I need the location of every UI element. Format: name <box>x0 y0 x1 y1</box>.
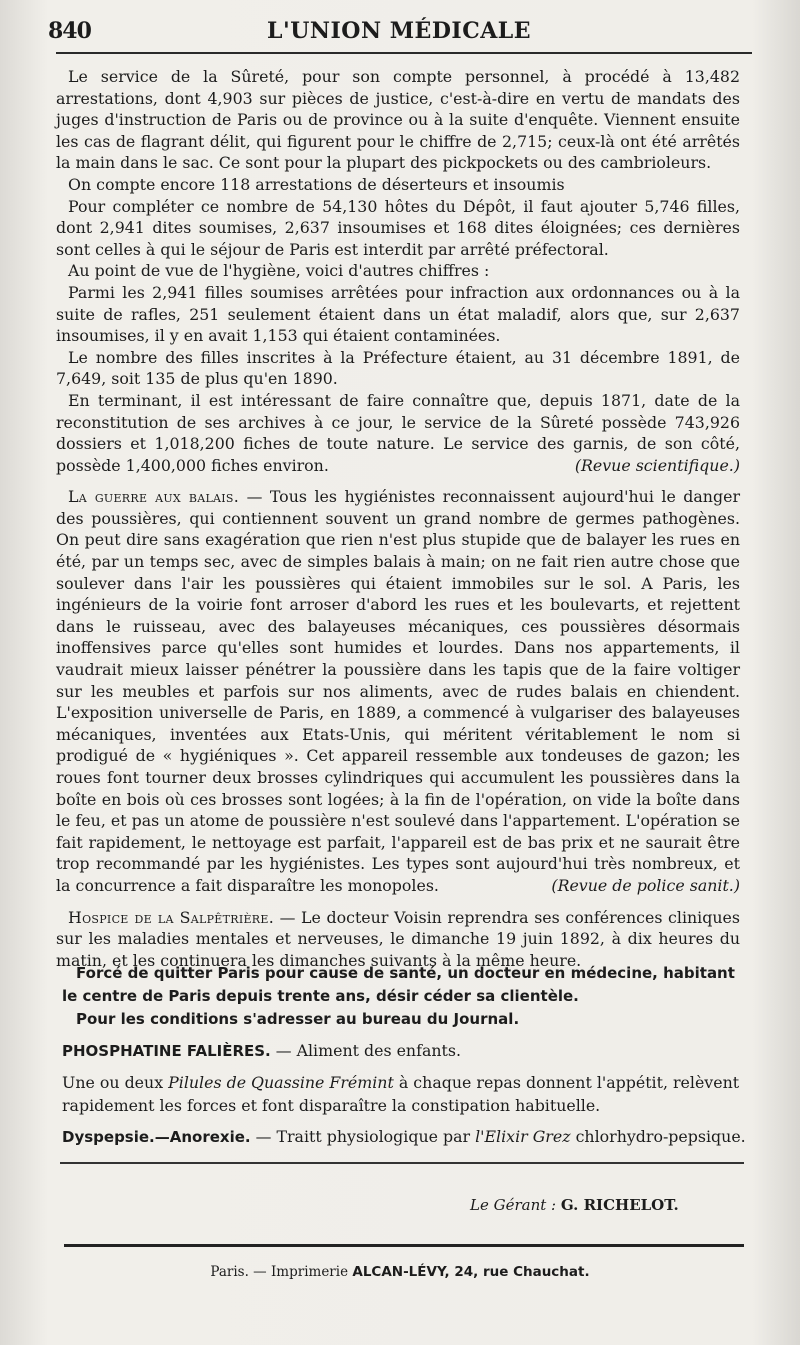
quassine-pre: Une ou deux <box>62 1073 164 1092</box>
paragraph-filles-inscrites: Le nombre des filles inscrites à la Préfecture étaient, au 31 décembre 1891, de 7,649, soit 135 de plus qu'en 1890. <box>56 347 740 389</box>
source-revue-police: (Revue de police sanit.) <box>551 875 740 895</box>
paragraph-archives <box>56 390 740 476</box>
footer-rule-bottom <box>64 1244 744 1247</box>
dyspepsie-product: l'Elixir Grez <box>475 1127 571 1146</box>
gerant-signature <box>470 1196 679 1214</box>
notice-quassine <box>62 1071 748 1117</box>
dyspepsie-title: Dyspepsie.—Anorexie. <box>62 1128 251 1146</box>
footer-rule-top <box>60 1162 744 1164</box>
phosphatine-title: PHOSPHATINE FALIÈRES. <box>62 1042 271 1060</box>
journal-title: L'UNION MÉDICALE <box>266 18 532 44</box>
article-heading-salpetriere: Hospice de la Salpêtrière. <box>68 907 275 927</box>
article-guerre-aux-balais <box>56 486 740 896</box>
paragraph-surete-arrests: Le service de la Sûreté, pour son compte personnel, à procédé à 13,482 arrestations, dont 4,903 sur pièces de justice, c'est-à-dire en vertu de mandats des juges d'instruction de Paris ou de province ou à la suite d'enquête. Viennent ensuite les cas de flagrant délit, qui figurent pour le chiffre de 2,715; ceux-là ont été arrêtés la main dans le sac. Ce sont pour la plupart des pickpockets ou des cambrioleurs. <box>56 67 740 173</box>
paragraph-filles-soumises: Parmi les 2,941 filles soumises arrêtées pour infraction aux ordonnances ou à la suite de rafles, 251 seulement étaient dans un état maladif, alors que, sur 2,637 insoumises, il y en avait 1,153 qui étaient contaminées. <box>56 282 740 346</box>
source-revue-scientifique: (Revue scientifique.) <box>574 455 740 475</box>
header-rule <box>56 52 752 54</box>
page-header <box>46 16 752 52</box>
paragraph-depot-hotes: Pour compléter ce nombre de 54,130 hôtes du Dépôt, il faut ajouter 5,746 filles, dont 2,941 dites soumises, 2,637 insoumises et 168 dites éloignées; ces dernières sont celles à qui le séjour de Paris est interdit par arrêté préfectoral. <box>56 196 740 259</box>
quassine-post: à chaque repas donnent l'appétit, relèvent rapidement les forces et font disparaître la constipation habituelle. <box>62 1073 740 1115</box>
printer-imprint <box>0 1264 800 1280</box>
article-text-salpetriere: — Le docteur Voisin reprendra ses conférences cliniques sur les maladies mentales et nerveuses, le dimanche 19 juin 1892, à dix heures du matin, et les continuera les dimanches suivants à la même heure. <box>56 907 740 970</box>
gerant-label: Le Gérant : <box>470 1196 557 1214</box>
quassine-product: Pilules de Quassine Frémint <box>168 1073 394 1092</box>
paragraph-hygiene-intro: Au point de vue de l'hygiène, voici d'autres chiffres : <box>68 261 490 281</box>
dyspepsie-pre: — Traitt physiologique par <box>255 1127 471 1146</box>
notice-phosphatine <box>62 1039 748 1063</box>
notice-dyspepsie <box>62 1125 748 1149</box>
archives-text: En terminant, il est intéressant de faire connaître que, depuis 1871, date de la reconstitution de ses archives à ce jour, le service de la Sûreté possède 743,926 dossiers et 1,018,200 fiches de toute nature. Le service des garnis, de son côté, possède 1,400,000 fiches environ. <box>56 390 740 475</box>
article-text-balais: — Tous les hygiénistes reconnaissent aujourd'hui le danger des poussières, qui contiennent souvent un grand nombre de germes pathogènes. On peut dire sans exagération que rien n'est plus stupide que de balayer les rues en été, par un temps sec, avec de simples balais à main; on ne fait rien autre chose que soulever dans l'air les poussières qui étaient immobiles sur le sol. A Paris, les ingénieurs de la voirie font arroser d'abord les rues et les boulevarts, et rejettent dans le ruisseau, avec des balayeuses mécaniques, ces poussières désormais inoffensives parce qu'elles sont humides et lourdes. Dans nos appartements, il vaudrait mieux laisser pénétrer la poussière dans les tapis que de la faire voltiger sur les meubles et parfois sur nos aliments, avec de rudes balais en chiendent. L'exposition universelle de Paris, en 1889, a commencé à vulgariser des balayeuses mécaniques, inventées aux Etats-Unis, qui méritent véritablement le nom si prodigué de « hygiéniques ». Cet appareil ressemble aux tondeuses de gazon; les roues font tourner deux brosses cylindriques qui accumulent les poussières dans la boîte en bois où ces brosses sont logées; à la fin de l'opération, on vide la boîte dans le feu, et pas un atome de poussière n'est soulevé dans l'appartement. L'opération se fait rapidement, le nettoyage est parfait, l'appareil est de bas prix et ne saurait être trop recommandé par les hygiénistes. Les types sont aujourd'hui très nombreux, et la concurrence a fait disparaître les monopoles. <box>56 487 740 895</box>
imprint-printer: ALCAN-LÉVY, 24, rue Chauchat. <box>352 1264 590 1280</box>
gerant-name: G. RICHELOT. <box>560 1196 679 1214</box>
imprint-prefix: Paris. — Imprimerie <box>210 1264 349 1280</box>
page-number: 840 <box>48 18 91 44</box>
notice-conditions: Pour les conditions s'adresser au bureau du Journal. <box>76 1010 520 1028</box>
dyspepsie-post: chlorhydro-pepsique. <box>575 1127 746 1146</box>
notice-clientele: Forcé de quitter Paris pour cause de santé, un docteur en médecine, habitant le centre de Paris depuis trente ans, désir céder sa clientèle. <box>62 964 735 1005</box>
phosphatine-text: — Aliment des enfants. <box>275 1041 462 1060</box>
advertisements <box>62 962 748 1149</box>
paragraph-deserteurs: On compte encore 118 arrestations de déserteurs et insoumis <box>68 174 565 194</box>
article-body <box>56 66 740 971</box>
article-heading-balais: La guerre aux balais. <box>68 487 240 507</box>
